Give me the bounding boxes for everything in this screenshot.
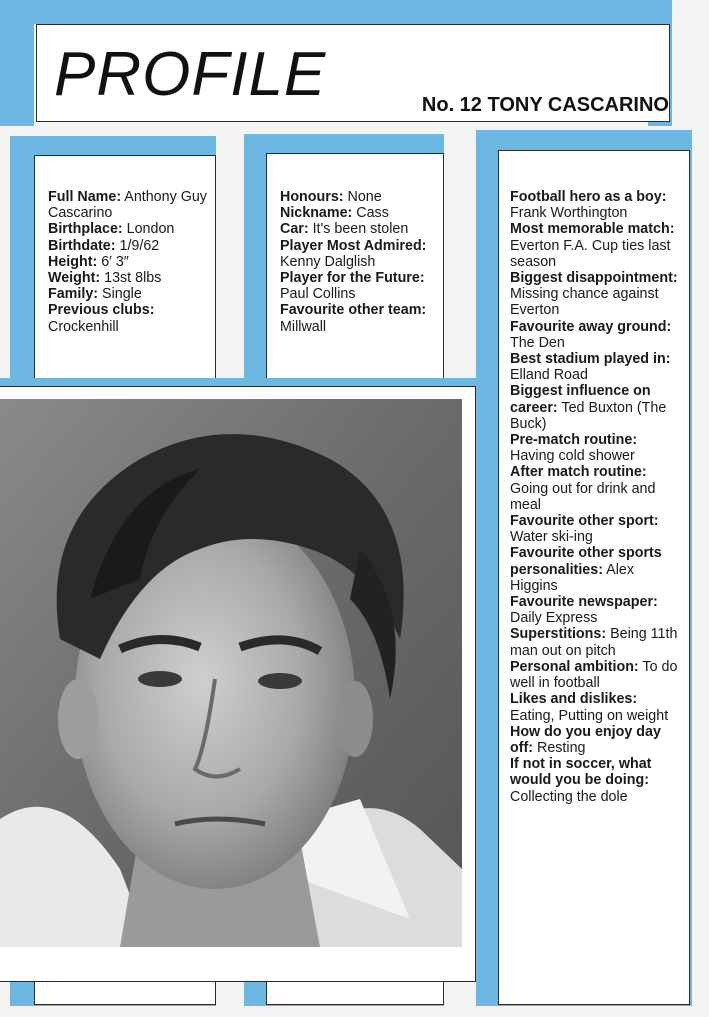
profile-entry-label: Pre-match routine: (510, 432, 638, 449)
profile-entry-label: Player for the Future: (280, 270, 425, 287)
profile-entry-label: Favourite other team: (280, 302, 427, 319)
header-accent-band (0, 0, 672, 24)
profile-entry-value: Anthony Guy Cascarino (48, 189, 207, 222)
profile-entry-label: Car: (280, 221, 309, 238)
profile-entry (280, 302, 440, 334)
profile-entry (48, 254, 208, 270)
profile-entry-value: Alex Higgins (510, 561, 634, 594)
profile-entry (510, 432, 684, 464)
profile-entry-value: Crockenhill (48, 318, 119, 335)
profile-entry-label: Birthdate: (48, 237, 116, 254)
profile-entry-value: Going out for drink and meal (510, 480, 656, 513)
profile-column-questions (510, 189, 684, 805)
profile-entry-value: Daily Express (510, 610, 598, 627)
player-name-heading: No. 12 TONY CASCARINO (421, 94, 669, 116)
profile-entry-label: Previous clubs: (48, 302, 155, 319)
profile-entry-value: Elland Road (510, 367, 588, 384)
page-title: PROFILE (54, 40, 327, 109)
profile-entry-label: Favourite newspaper: (510, 594, 658, 611)
profile-entry (510, 383, 684, 432)
profile-entry-value: Cass (352, 205, 389, 222)
profile-entry (48, 286, 208, 302)
profile-entry-value: Resting (533, 739, 586, 756)
profile-entry-value: Ted Buxton (The Buck) (510, 399, 667, 432)
profile-entry-value: Frank Worthington (510, 205, 628, 222)
profile-entry-label: Nickname: (280, 205, 353, 222)
profile-entry (280, 238, 440, 270)
profile-entry-label: After match routine: (510, 464, 647, 481)
profile-entry-value: Millwall (280, 318, 327, 335)
profile-entry (48, 238, 208, 254)
profile-entry-label: Personal ambition: (510, 658, 639, 675)
profile-entry-label: Biggest disappointment: (510, 270, 678, 287)
profile-entry-label: How do you enjoy day off: (510, 723, 661, 756)
profile-entry-value: Single (98, 286, 142, 303)
profile-entry-value: 1/9/62 (115, 237, 160, 254)
profile-entry-label: Birthplace: (48, 221, 123, 238)
profile-entry-value: London (122, 221, 175, 238)
profile-entry-label: Football hero as a boy: (510, 189, 667, 205)
profile-entry-label: Weight: (48, 270, 101, 287)
profile-entry (280, 270, 440, 302)
profile-entry-label: Honours: (280, 189, 344, 205)
profile-entry-value: To do well in football (510, 658, 678, 692)
profile-entry (510, 189, 684, 221)
profile-entry-value: The Den (510, 334, 565, 351)
profile-entry (510, 513, 684, 545)
profile-entry-value: Eating, Putting on weight (510, 707, 669, 724)
profile-entry-value: Collecting the dole (510, 788, 628, 805)
profile-entry-label: Biggest influence on career: (510, 383, 651, 416)
profile-entry-label: Favourite other sport: (510, 513, 659, 530)
profile-entry (48, 302, 208, 334)
profile-entry (510, 756, 684, 805)
profile-column-preferences (280, 189, 440, 335)
profile-entry-value: Kenny Dalglish (280, 253, 376, 270)
player-photo (0, 399, 462, 947)
profile-entry (510, 691, 684, 723)
profile-column-basic (48, 189, 208, 335)
profile-entry-value: Being 11th man out on pitch (510, 626, 678, 659)
profile-entry (510, 319, 684, 351)
profile-entry-label: Player Most Admired: (280, 237, 427, 254)
profile-entry-label: If not in soccer, what would you be doing: (510, 756, 652, 789)
profile-entry (510, 724, 684, 756)
profile-entry (510, 626, 684, 658)
profile-entry-value: Water ski-ing (510, 529, 593, 546)
profile-entry (510, 221, 684, 270)
profile-entry-label: Height: (48, 253, 98, 270)
profile-entry (48, 270, 208, 286)
profile-entry-value: 6′ 3″ (97, 253, 129, 270)
profile-entry (510, 594, 684, 626)
profile-entry (510, 464, 684, 513)
profile-entry-value: Having cold shower (510, 448, 635, 465)
profile-entry (280, 189, 440, 205)
profile-entry-label: Best stadium played in: (510, 351, 671, 368)
profile-entry-label: Family: (48, 286, 99, 303)
profile-entry (510, 351, 684, 383)
profile-entry-value: Missing chance against Everton (510, 286, 659, 319)
profile-entry-value: Everton F.A. Cup ties last season (510, 237, 671, 270)
profile-entry-value: 13st 8lbs (100, 270, 162, 287)
profile-entry (510, 659, 684, 691)
profile-entry-value: None (343, 189, 382, 205)
header-accent-band-side (0, 0, 34, 126)
profile-entry-label: Superstitions: (510, 626, 607, 643)
profile-entry (510, 270, 684, 319)
profile-entry-value: Paul Collins (280, 286, 356, 303)
profile-entry (280, 205, 440, 221)
profile-entry (48, 189, 208, 221)
profile-entry-label: Likes and dislikes: (510, 691, 638, 708)
profile-entry-label: Most memorable match: (510, 221, 675, 238)
profile-entry (280, 221, 440, 237)
profile-entry (510, 545, 684, 594)
profile-entry-label: Full Name: (48, 189, 122, 205)
profile-entry-value: It's been stolen (308, 221, 409, 238)
photo-frame (0, 386, 476, 982)
profile-entry-label: Favourite other sports personalities: (510, 545, 662, 578)
profile-entry-label: Favourite away ground: (510, 318, 672, 335)
profile-entry (48, 221, 208, 237)
